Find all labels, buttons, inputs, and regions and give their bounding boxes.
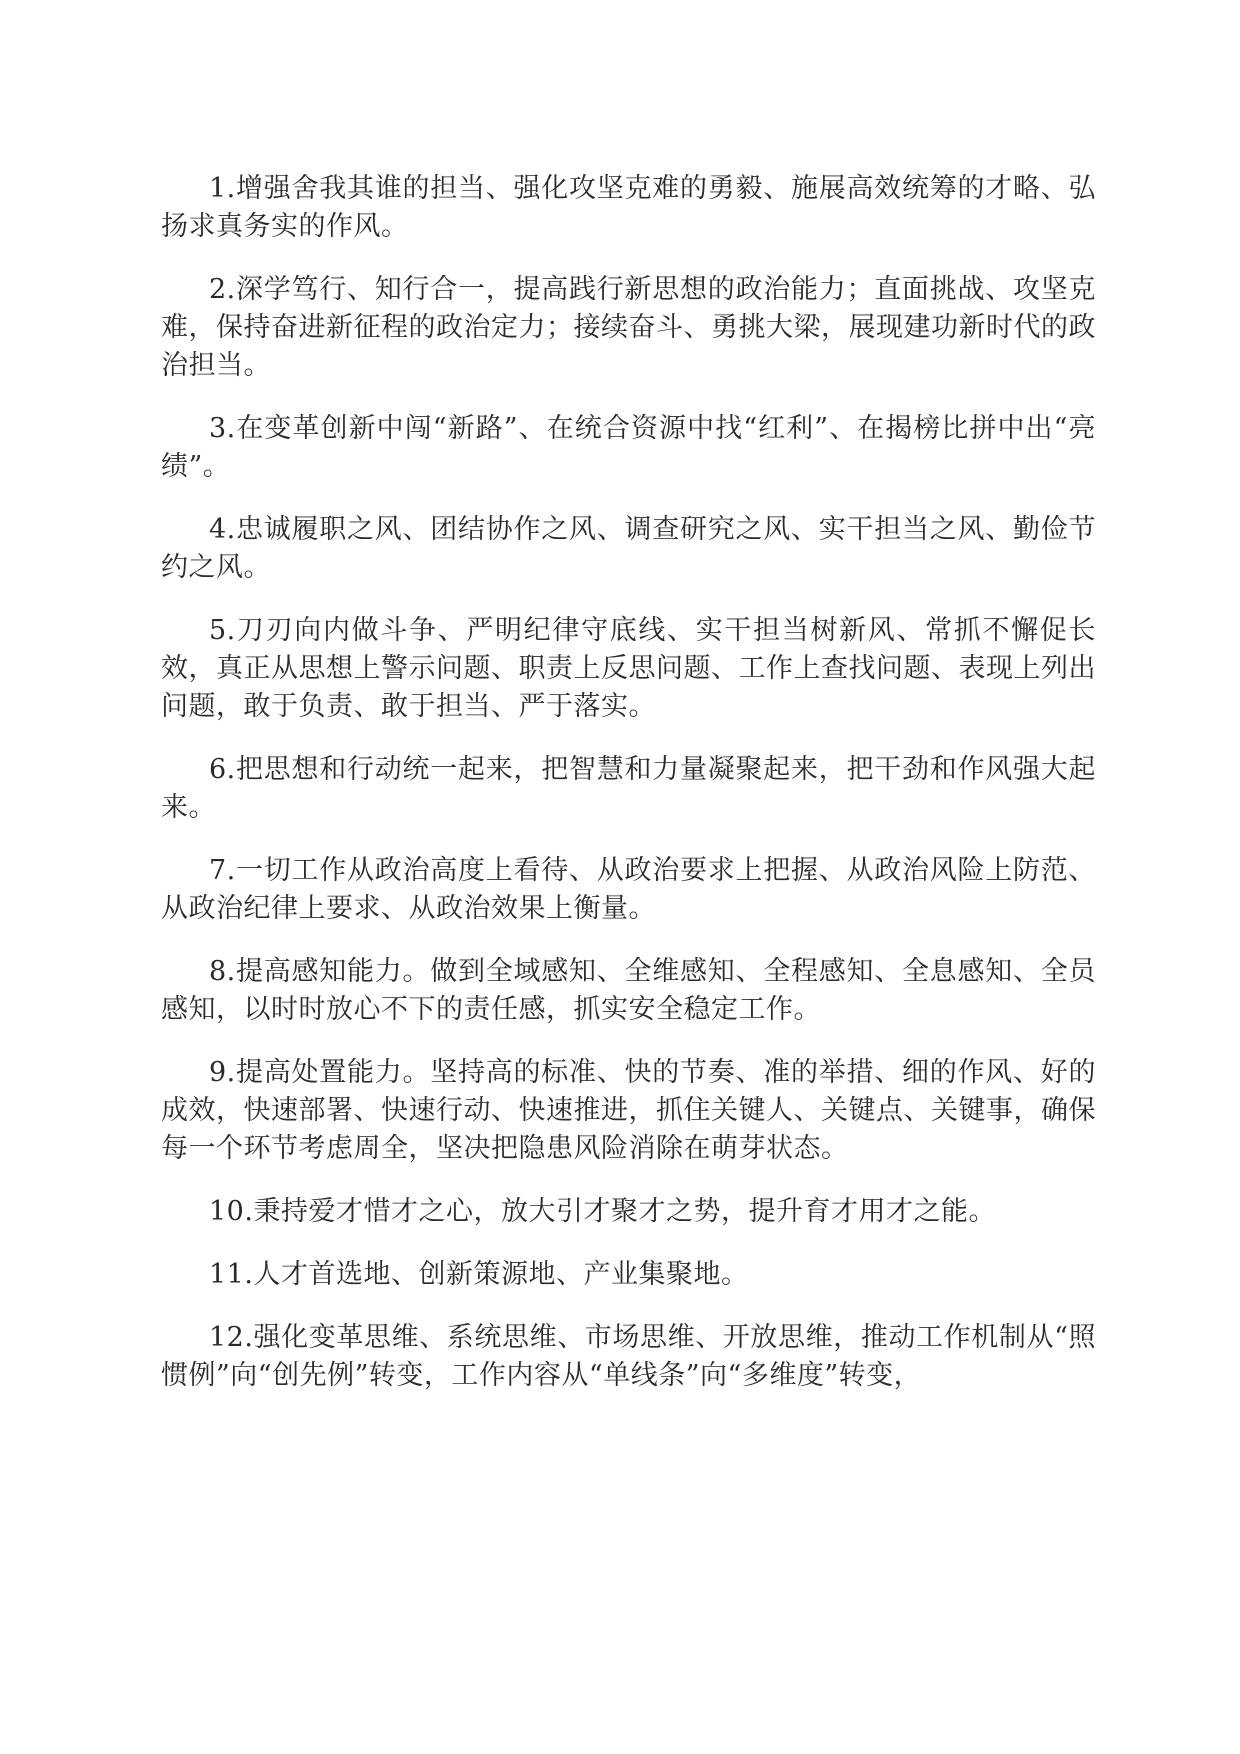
paragraph-7: 7.一切工作从政治高度上看待、从政治要求上把握、从政治风险上防范、从政治纪律上要求、从政治效果上衡量。 [161, 855, 1096, 924]
paragraph-12: 12.强化变革思维、系统思维、市场思维、开放思维，推动工作机制从“照惯例”向“创先例”转变，工作内容从“单线条”向“多维度”转变， [161, 1322, 1096, 1391]
paragraph-4: 4.忠诚履职之风、团结协作之风、调查研究之风、实干担当之风、勤俭节约之风。 [161, 514, 1096, 583]
paragraph-8: 8.提高感知能力。做到全域感知、全维感知、全程感知、全息感知、全员感知，以时时放心不下的责任感，抓实安全稳定工作。 [161, 956, 1096, 1025]
paragraph-3: 3.在变革创新中闯“新路”、在统合资源中找“红利”、在揭榜比拼中出“亮绩”。 [161, 413, 1096, 482]
document-body [161, 170, 1096, 1420]
paragraph-1: 1.增强舍我其谁的担当、强化攻坚克难的勇毅、施展高效统筹的才略、弘扬求真务实的作风。 [161, 173, 1096, 242]
paragraph-11: 11.人才首选地、创新策源地、产业集聚地。 [209, 1259, 749, 1290]
paragraph-10: 10.秉持爱才惜才之心，放大引才聚才之势，提升育才用才之能。 [209, 1196, 996, 1227]
paragraph-5: 5.刀刃向内做斗争、严明纪律守底线、实干担当树新风、常抓不懈促长效，真正从思想上警示问题、职责上反思问题、工作上查找问题、表现上列出问题，敢于负责、敢于担当、严于落实。 [161, 615, 1096, 722]
paragraph-9: 9.提高处置能力。坚持高的标准、快的节奏、准的举措、细的作风、好的成效，快速部署、快速行动、快速推进，抓住关键人、关键点、关键事，确保每一个环节考虑周全，坚决把隐患风险消除在萌芽状态。 [161, 1057, 1096, 1164]
paragraph-6: 6.把思想和行动统一起来，把智慧和力量凝聚起来，把干劲和作风强大起来。 [161, 754, 1096, 823]
paragraph-2: 2.深学笃行、知行合一，提高践行新思想的政治能力；直面挑战、攻坚克难，保持奋进新征程的政治定力；接续奋斗、勇挑大梁，展现建功新时代的政治担当。 [161, 274, 1096, 381]
